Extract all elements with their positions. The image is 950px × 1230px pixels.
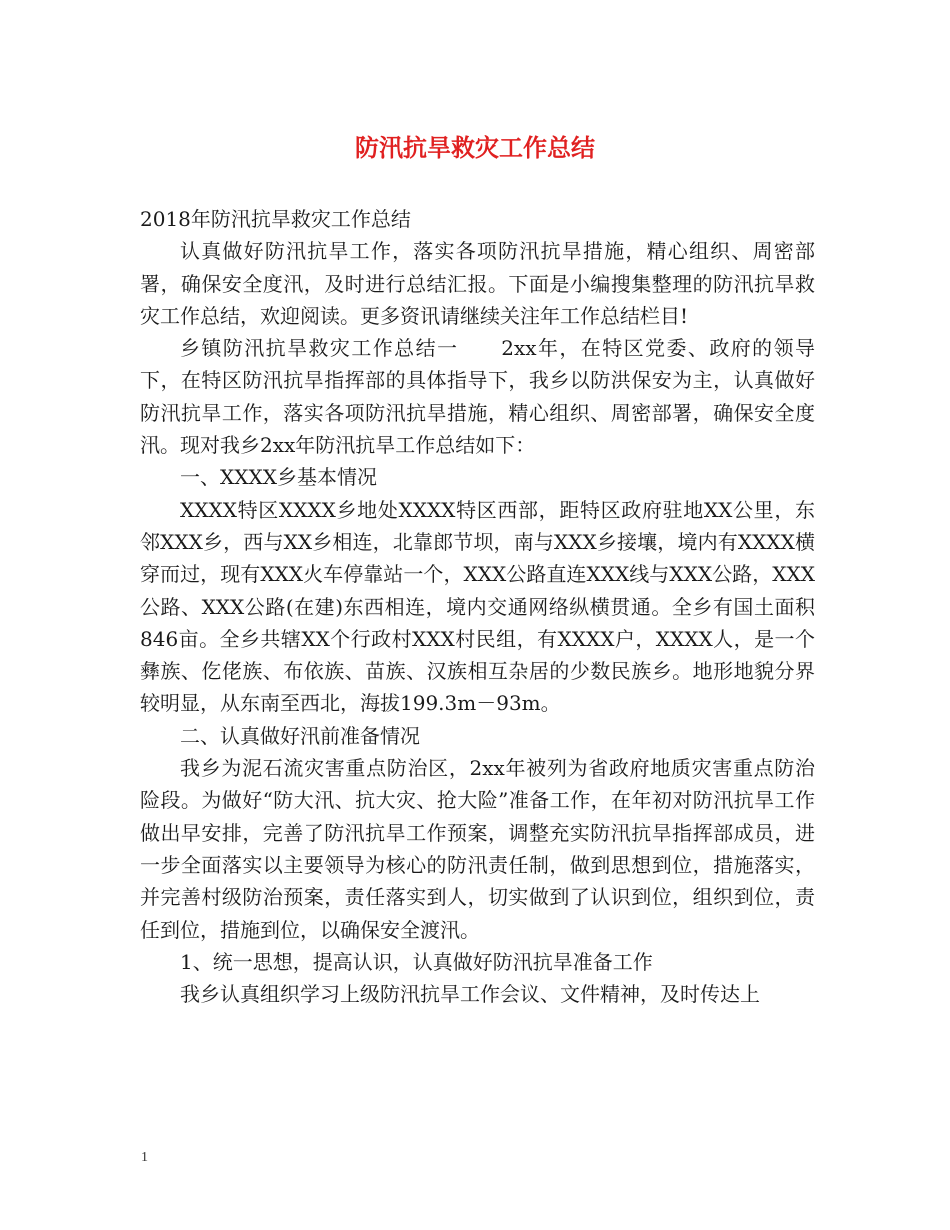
page-number: 1 bbox=[141, 1150, 148, 1165]
section-heading-preparation: 二、认真做好汛前准备情况 bbox=[180, 723, 420, 748]
paragraph-preparation: 我乡为泥石流灾害重点防治区，2xx年被列为省政府地质灾害重点防治险段。为做好“防大汛、抗大灾、抢大险”准备工作，在年初对防汛抗旱工作做出早安排，完善了防汛抗旱工作预案，调整充实防汛抗旱指挥部成员，进一步全面落实以主要领导为核心的防汛责任制，做到思想到位，措施落实，并完善村级防治预案，责任落实到人，切实做到了认识到位，组织到位，责任到位，措施到位，以确保安全渡汛。 bbox=[140, 756, 815, 942]
document-title: 防汛抗旱救灾工作总结 bbox=[355, 133, 595, 162]
paragraph-subtitle: 2018年防汛抗旱救灾工作总结 bbox=[140, 207, 411, 231]
section-heading-basic-info: 一、XXXX乡基本情况 bbox=[180, 465, 377, 490]
paragraph-intro: 认真做好防汛抗旱工作，落实各项防汛抗旱措施，精心组织、周密部署，确保安全度汛，及时进行总结汇报。下面是小编搜集整理的防汛抗旱救灾工作总结，欢迎阅读。更多资讯请继续关注年工作总结栏目! bbox=[140, 239, 815, 328]
document-body bbox=[140, 203, 815, 1010]
subsection-heading-unify-thinking: 1、统一思想，提高认识，认真做好防汛抗旱准备工作 bbox=[180, 949, 653, 974]
paragraph-study: 我乡认真组织学习上级防汛抗旱工作会议、文件精神，及时传达上 bbox=[180, 982, 760, 1007]
paragraph-summary-one: 乡镇防汛抗旱救灾工作总结一 2xx年，在特区党委、政府的领导下，在特区防汛抗旱指挥部的具体指导下，我乡以防洪保安为主，认真做好防汛抗旱工作，落实各项防汛抗旱措施，精心组织、周密部署，确保安全度汛。现对我乡2xx年防汛抗旱工作总结如下： bbox=[140, 336, 815, 458]
paragraph-basic-info: XXXX特区XXXX乡地处XXXX特区西部，距特区政府驻地XX公里，东邻XXX乡，西与XX乡相连，北靠郎节坝，南与XXX乡接壤，境内有XXXX横穿而过，现有XXX火车停靠站一个，XXX公路直连XXX线与XXX公路，XXX公路、XXX公路(在建)东西相连，境内交通网络纵横贯通。全乡有国土面积846亩。全乡共辖XX个行政村XXX村民组，有XXXX户，XXXX人，是一个彝族、仡佬族、布依族、苗族、汉族相互杂居的少数民族乡。地形地貌分界较明显，从东南至西北，海拔199.3m－93m。 bbox=[140, 497, 815, 716]
